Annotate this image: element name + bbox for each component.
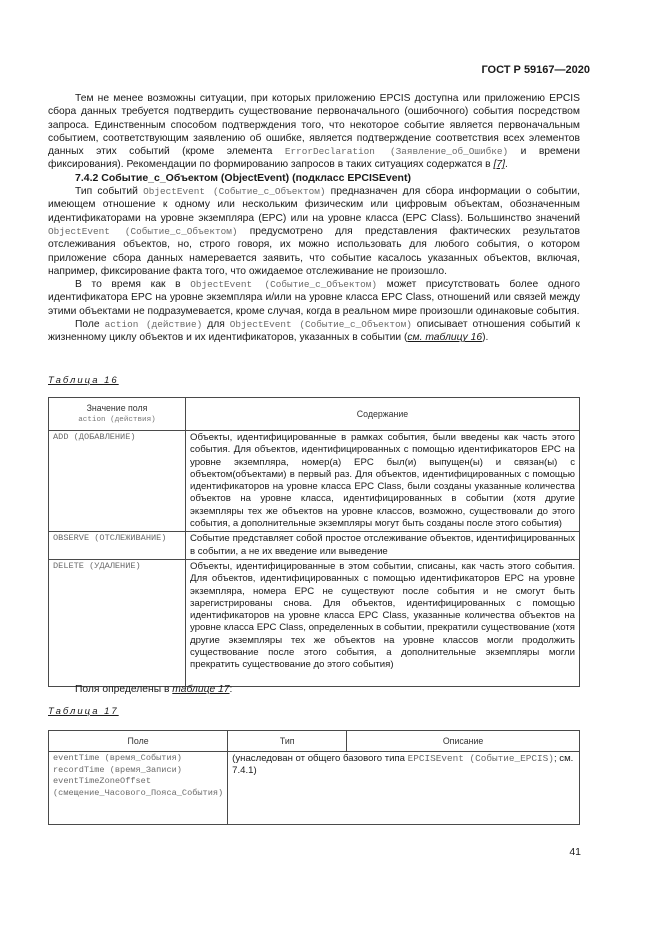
paragraph-4 [48,318,580,345]
table-header-row [49,398,580,431]
page-number: 41 [569,846,581,858]
text: В то время как в [75,279,191,291]
document-id: ГОСТ Р 59167—2020 [481,64,590,76]
code-term: ObjectEvent (Событие_с_Объектом) [190,279,378,291]
table-row [49,559,580,686]
column-header-description: Описание [347,731,580,752]
table-16 [48,397,580,687]
fields-paragraph [48,683,580,696]
header-text: Значение поля [86,402,148,413]
reference-link[interactable]: [7] [493,159,505,171]
text: предназначен для сбора информации о событии, имеющем отношение к одному или нескольким физическим или цифровым объектам, обозначенным идентификаторами на уровне экземпляра (EPC) или на уровне класса (EPC Class). Большинство значений [48,186,580,224]
column-header-type: Тип [228,731,347,752]
action-value: OBSERVE (ОТСЛЕЖИВАНИЕ) [49,532,186,560]
paragraph-1 [48,92,580,172]
text: предусмотрено для представления фактических результатов отслеживания объектов, но, строго говоря, их можно использовать для любого события, о котором приложение сбора данных намеревается заявить, что событие касалось указанных объектов, включая, например, фиксирование факта того, что ожидаемое отслеживание не произошло. [48,225,580,277]
table-row [49,431,580,532]
text: ). [482,332,489,344]
text: Тем не менее возможны ситуации, при которых приложению EPCIS доступна или приложению EPCIS сбора данных требуется подтвердить существование первоначального (ошибочного) события посредством запроса. Единственным способом подтверждения того, что некоторое событие является первоначальным событием, соответствующим заявлению об ошибке, является подтверждение соответствия всех элементов данных этих событий (кроме элемента [48,93,580,158]
code-term: ObjectEvent (Событие_с_Объектом) [48,225,238,237]
action-value: DELETE (УДАЛЕНИЕ) [49,559,186,686]
code-term: ObjectEvent (Событие_с_Объектом) [229,319,412,331]
table-row [49,532,580,560]
action-content: Объекты, идентифицированные в рамках события, были введены как часть этого события. Для объектов, идентифицированных с помощью идентификаторов EPC на уровне экземпляра, номер(а) EPC был(и) выпущен(ы) и связан(ы) с объектом(объектами) в первый раз. Для объектов, идентифицированных с помощью идентификаторов на уровне класса EPC Class, были созданы указанные количества объектов на уровне класса, идентифицированных в событии (хотя другие экземпляры тех же объектов на уровне классов, возможно, существовали до этого события, а дополнительные экземпляры могут быть созданы после этого события) [186,431,580,532]
paragraph-2 [48,185,580,278]
text: Тип событий [75,186,144,198]
text [48,683,580,696]
code-term: ErrorDeclaration (Заявление_об_Ошибке) [284,146,509,158]
paragraph-3 [48,278,580,318]
text: . [504,159,508,171]
field-names: eventTime (время_События) recordTime (время_Записи) eventTimeZoneOffset (смещение_Часового_Пояса_События) [49,752,228,825]
main-text [48,92,580,345]
column-header-content: Содержание [186,398,580,431]
table-17-caption: Таблица 17 [48,706,119,717]
table-header-row [49,731,580,752]
code-term: action (действие) [104,319,203,331]
field-description [228,752,580,825]
table-reference-link[interactable]: см. таблицу 16 [407,332,483,344]
column-header-value [49,398,186,431]
column-header-field: Поле [49,731,228,752]
text: ; см. 7.4.1) [232,753,574,777]
section-heading: 7.4.2 Событие_с_Объектом (ObjectEvent) (подкласс EPCISEvent) [75,171,411,184]
text: : [229,684,233,695]
text: описывает отношения событий к жизненному циклу объектов и их идентификаторов, указанных в событии ( [48,319,581,344]
text: Поля определены в [75,684,173,695]
text: и времени фиксирования). Рекомендации по формированию запросов в таких ситуациях содержатся в [48,146,580,171]
code-term: EPCISEvent (Событие_EPCIS) [407,753,554,764]
code-term: ObjectEvent (Событие_с_Объектом) [143,186,326,198]
text: может присутствовать более одного идентификатора EPC на уровне экземпляра и/или на уровне класса EPC Class, отношений или связей между этими объектами не подразумевается, кроме случая, когда в реальном мире произошли одинаковые события. [48,279,581,317]
text: для [202,319,230,331]
action-content: Событие представляет собой простое отслеживание объектов, идентифицированных в событии, а не их введение или выведение [186,532,580,560]
table-16-caption: Таблица 16 [48,375,119,386]
action-value: ADD (ДОБАВЛЕНИЕ) [49,431,186,532]
header-code: action (действия) [78,416,156,424]
table-17 [48,730,580,825]
text: (унаследован от общего базового типа [232,753,408,764]
table-row [49,752,580,825]
action-content: Объекты, идентифицированные в этом событии, списаны, как часть этого события. Для объектов, идентифицированных с помощью идентификаторов EPC на уровне экземпляра, номера EPC не существуют после события и не смогут быть зарегистрированы снова. Для объектов, идентифицированных с помощью идентификаторов на уровне класса EPC Class, указанные количества объектов на уровне класса EPC Class, определенных в событии, прекратили существование (хотя другие экземпляры тех же объектов на уровне классов могли продолжить существование после этого события, а дополнительные экземпляры могли прекратить существование до этого события) [186,559,580,686]
table-reference-link[interactable]: таблице 17 [172,684,230,695]
text: Поле [75,319,105,331]
